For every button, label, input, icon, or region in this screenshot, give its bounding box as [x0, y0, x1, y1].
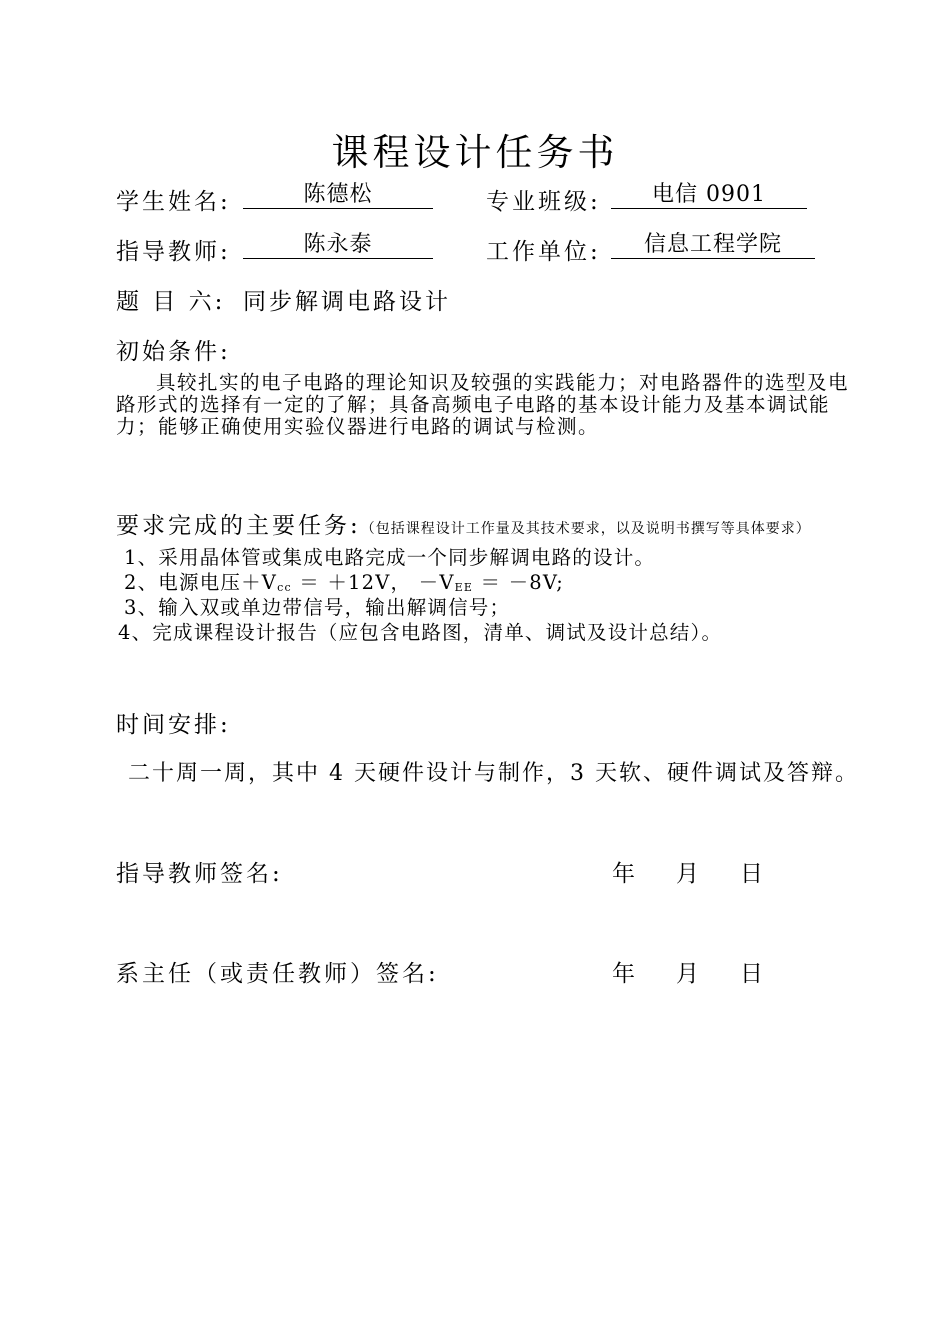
- task-2-prefix: 2、电源电压＋V: [124, 571, 278, 594]
- topic-label: 题 目 六:: [116, 289, 226, 315]
- student-name-value: 陈德松: [243, 182, 433, 209]
- head-signature-label: 系主任（或责任教师）签名:: [116, 961, 439, 987]
- student-name-label: 学生姓名:: [116, 189, 231, 215]
- major-class-value: 电信 0901: [611, 182, 807, 209]
- date-day: 日: [740, 961, 766, 987]
- task-item-4: 4、完成课程设计报告（应包含电路图，清单、调试及设计总结）。: [118, 621, 723, 644]
- work-unit-value: 信息工程学院: [611, 232, 815, 259]
- work-unit-label: 工作单位:: [486, 239, 601, 265]
- topic-value: 同步解调电路设计: [243, 289, 451, 315]
- date-year: 年: [612, 961, 638, 987]
- supervisor-signature-date: [612, 855, 804, 888]
- initial-conditions-text: 具较扎实的电子电路的理论知识及较强的实践能力；对电路器件的选型及电路形式的选择有一定的了解；具备高频电子电路的基本设计能力及基本调试能力；能够正确使用实验仪器进行电路的调试与检测。: [116, 371, 850, 438]
- work-unit-field: [611, 232, 815, 259]
- task-item-1: 1、采用晶体管或集成电路完成一个同步解调电路的设计。: [124, 546, 656, 569]
- student-name-field: [243, 182, 433, 209]
- head-signature-date: [612, 955, 804, 988]
- task-2-mid: ＝ ＋12V， －V: [291, 571, 455, 594]
- date-year: 年: [612, 861, 638, 887]
- task-2-sub-cc: cc: [277, 581, 292, 594]
- supervisor-label: 指导教师:: [116, 239, 231, 265]
- supervisor-field: [243, 232, 433, 259]
- supervisor-value: 陈永泰: [243, 232, 433, 259]
- task-2-suffix: ＝ －8V;: [473, 571, 564, 594]
- task-item-3: 3、输入双或单边带信号，输出解调信号；: [124, 596, 511, 619]
- requirements-note: （包括课程设计工作量及其技术要求，以及说明书撰写等具体要求）: [360, 521, 811, 537]
- date-day: 日: [740, 861, 766, 887]
- supervisor-signature-label: 指导教师签名:: [116, 861, 283, 887]
- major-class-field: [611, 182, 807, 209]
- major-class-label: 专业班级:: [486, 189, 601, 215]
- date-month: 月: [676, 861, 702, 887]
- task-2-sub-ee: EE: [454, 581, 474, 594]
- document-title: 课程设计任务书: [331, 131, 619, 174]
- requirements-label: 要求完成的主要任务:: [116, 513, 361, 539]
- schedule-text: 二十周一周，其中 4 天硬件设计与制作，3 天软、硬件调试及答辩。: [128, 761, 859, 786]
- initial-conditions-label: 初始条件:: [116, 339, 231, 365]
- requirements-heading: [116, 507, 811, 540]
- schedule-label: 时间安排:: [116, 712, 231, 738]
- date-month: 月: [676, 961, 702, 987]
